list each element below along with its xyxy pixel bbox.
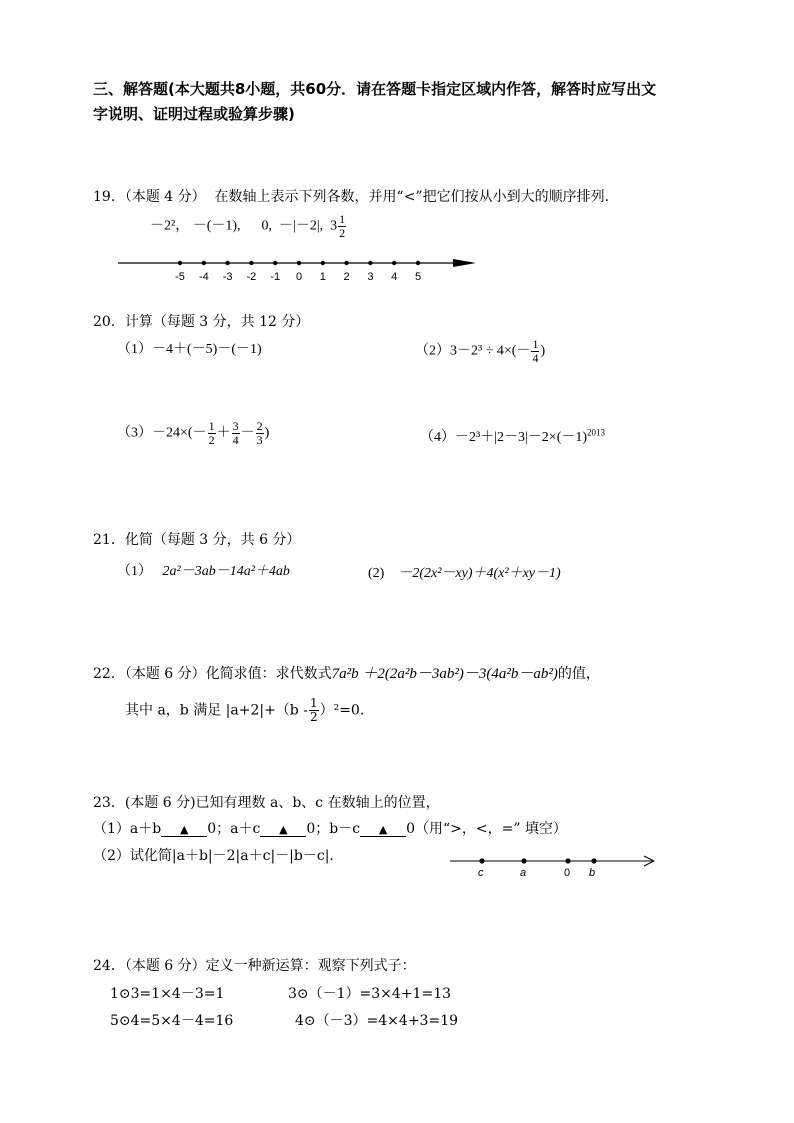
q20-p4-expr: －2³＋|2－3|－2×(－1) xyxy=(455,430,588,445)
q23-part2: （2）试化简|a＋b|－2|a＋c|－|b－c|. xyxy=(93,848,334,864)
q23-number-line xyxy=(448,850,660,880)
q20-p3-frac2: $\frac{3}{4}$ xyxy=(232,419,239,447)
q19-tick-dot xyxy=(273,261,277,265)
q23-point-a xyxy=(521,858,526,863)
q23-point-zero xyxy=(565,858,570,863)
q19-tick-label: 0 xyxy=(295,271,303,283)
q19-tick-label: 3 xyxy=(367,271,374,283)
q23-blank-2[interactable]: ▲ xyxy=(260,824,306,837)
q19-tag: （本题 4 分） xyxy=(124,189,206,205)
q20-p2-fraction: $\frac{1}{4}$ xyxy=(532,337,539,365)
q19-tick-label: -4 xyxy=(198,271,209,283)
q23-part1: （1）a＋b ▲ 0；a＋c ▲ 0；b－c ▲ 0（用“>，<，=” 填空） xyxy=(93,821,567,837)
q21-part1: （1） 2a²－3ab－14a²＋4ab xyxy=(117,564,290,579)
question-19 xyxy=(93,186,609,206)
q21-header: 21．化简（每题 3 分，共 6 分） xyxy=(93,532,301,548)
q19-text: 在数轴上表示下列各数，并用“<”把它们按从小到大的顺序排列. xyxy=(214,189,610,205)
q22-expression: 7a²b ＋2(2a²b－3ab²)－3(4a²b－ab²) xyxy=(331,666,558,682)
q20-p3-frac3: $\frac{2}{3}$ xyxy=(256,419,263,447)
q19-tick-label: 4 xyxy=(391,271,398,283)
q19-tick-dot xyxy=(368,261,372,265)
q19-tick-label: -5 xyxy=(175,271,185,283)
q19-tick-label: 1 xyxy=(319,271,326,283)
q19-tick-label: 5 xyxy=(414,271,422,283)
q19-tick-dot xyxy=(321,261,325,265)
q19-tick-dot xyxy=(202,261,206,265)
q19-tick-dot xyxy=(249,261,253,265)
question-22: 22．（本题 6 分）化简求值：求代数式7a²b ＋2(2a²b－3ab²)－3(4a²b－ab²)的值， xyxy=(93,666,600,682)
q20-part4: $(4)-2^3+|2-3|-2\times(-1)^{2013}$ xyxy=(420,427,606,445)
q22-fraction: $\frac{1}{2}$ xyxy=(309,696,318,724)
q20-header: 20．计算（每题 3 分，共 12 分） xyxy=(93,314,310,330)
q19-tick-dot xyxy=(392,261,396,265)
q20-p3-frac1: $\frac{1}{2}$ xyxy=(208,419,215,447)
q19-tick-label: -2 xyxy=(246,271,257,283)
q23-point-b xyxy=(591,858,596,863)
q19-tick-dot xyxy=(297,261,301,265)
q19-number-line xyxy=(110,252,490,288)
q20-p2-expr: 3－2³ ÷ 4×(－ xyxy=(450,343,531,359)
q21-p1-expr: 2a²－3ab－14a²＋4ab xyxy=(162,564,290,579)
q22-condition: 其中 a，b 满足 |a+2|+（b - $\frac{1}{2}$ ）²=0. xyxy=(125,696,365,724)
q20-part3: （3）－24×(－ $\frac{1}{2}$ ＋ $\frac{3}{4}$ － $\frac{2}{3}$ ) xyxy=(117,419,270,447)
q19-num-b: －(－1), xyxy=(192,218,241,234)
q21-part2: (2) －2(2x²－xy)＋4(x²＋xy－1) xyxy=(368,566,561,581)
q24-example-2: 3⊙（－1）=3×4+1=13 xyxy=(288,986,452,1002)
q23-blank-1[interactable]: ▲ xyxy=(161,824,207,837)
q23-label-c: c xyxy=(478,867,484,879)
q24-line1: 24．（本题 6 分）定义一种新运算：观察下列式子： xyxy=(93,958,416,974)
q23-point-c xyxy=(479,858,484,863)
q19-tick-dot xyxy=(344,261,348,265)
q24-example-4: 4⊙（－3）=4×4+3=19 xyxy=(295,1013,459,1029)
q23-label-zero: 0 xyxy=(564,867,571,879)
q20-p4-exponent: 2013 xyxy=(587,427,606,438)
q19-axis-arrow xyxy=(453,259,476,267)
q19-num-e-whole: 3 xyxy=(330,218,338,234)
q19-num-d: －|－2|, xyxy=(279,218,324,234)
q19-tick-label: 2 xyxy=(343,271,350,283)
q19-tick-dot xyxy=(416,261,420,265)
q19-number: 19． xyxy=(93,189,125,205)
q20-part1: （1）－4＋(－5)－(－1) xyxy=(117,342,262,357)
q19-num-c: 0, xyxy=(261,218,273,234)
q19-tick-label: -1 xyxy=(270,271,281,283)
q19-tick-label: -3 xyxy=(222,271,233,283)
q24-example-3: 5⊙4=5×4－4=16 xyxy=(110,1013,234,1029)
q23-label-a: a xyxy=(520,867,527,879)
q23-label-b: b xyxy=(589,867,596,879)
q23-blank-3[interactable]: ▲ xyxy=(360,824,406,837)
q19-tick-dot xyxy=(178,261,182,265)
q20-p1-expr: －4＋(－5)－(－1) xyxy=(152,342,262,357)
section-title-line1: 三、解答题(本大题共8小题，共60分．请在答题卡指定区域内作答，解答时应写出文 xyxy=(93,80,657,98)
q21-p2-expr: －2(2x²－xy)＋4(x²＋xy－1) xyxy=(398,566,561,581)
section-title-line2: 字说明、证明过程或验算步骤) xyxy=(93,105,295,123)
q19-num-e-fraction: $\frac{1}{2}$ xyxy=(339,212,346,240)
q19-tick-dot xyxy=(225,261,229,265)
q24-example-1: 1⊙3=1×4－3=1 xyxy=(110,986,225,1002)
q23-line1: 23．(本题 6 分)已知有理数 a、b、c 在数轴上的位置， xyxy=(93,795,440,811)
q20-part2: （2）3－2³ ÷ 4×(－ $\frac{1}{4}$ ) xyxy=(415,337,546,365)
q19-numbers xyxy=(150,213,347,240)
q19-num-a: －2²， xyxy=(150,218,190,234)
